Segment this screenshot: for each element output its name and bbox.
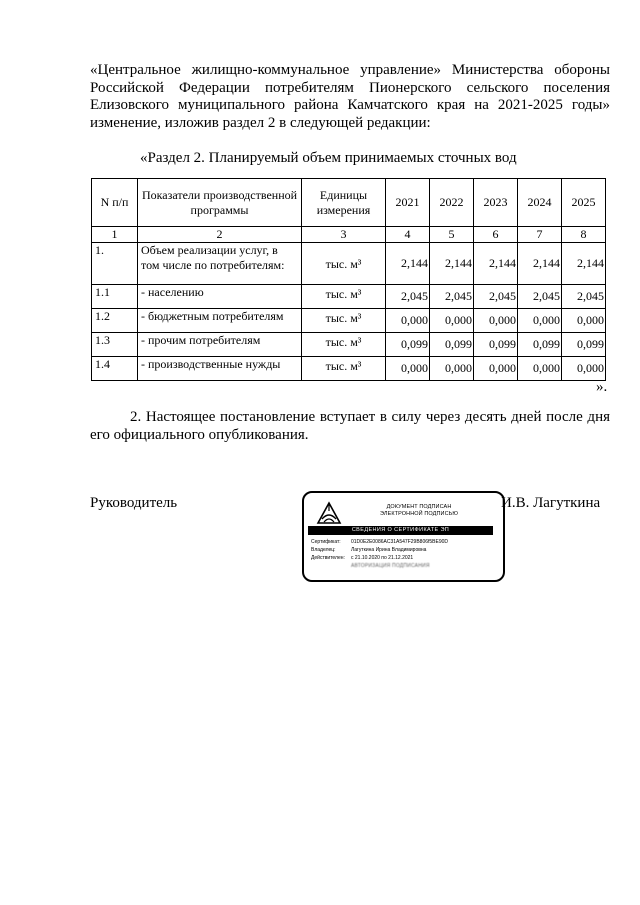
row-label: - населению — [138, 285, 302, 309]
header-cell: Показатели производственной программы — [138, 179, 302, 227]
row-unit: тыс. м³ — [302, 285, 386, 309]
intro-line: Елизовского муниципального района Камчатского края на 2021-2025 годы» — [90, 97, 610, 113]
row-label: - бюджетным потребителям — [138, 309, 302, 333]
value-2024: 0,099 — [518, 333, 562, 357]
stamp-row-key: Действителен: — [311, 555, 345, 561]
header-cell: N п/п — [92, 179, 138, 227]
intro-paragraph — [90, 62, 610, 132]
value-2022: 2,045 — [430, 285, 474, 309]
effective-date-paragraph — [90, 408, 610, 444]
table-row — [92, 333, 606, 357]
stamp-certificate-bar: СВЕДЕНИЯ О СЕРТИФИКАТЕ ЭП — [308, 526, 493, 535]
paragraph-line: его официального опубликования. — [90, 427, 309, 443]
stamp-header-line: ЭЛЕКТРОННОЙ ПОДПИСЬЮ — [379, 511, 459, 517]
value-2021: 0,000 — [386, 309, 430, 333]
value-2023: 2,144 — [474, 243, 518, 285]
stamp-row-value: с 21.10.2020 по 21.12.2021 — [351, 555, 414, 561]
table-row — [92, 285, 606, 309]
table-row — [92, 357, 606, 381]
stamp-validity-row — [311, 555, 413, 561]
row-unit: тыс. м³ — [302, 333, 386, 357]
row-unit: тыс. м³ — [302, 357, 386, 381]
row-unit: тыс. м³ — [302, 243, 386, 285]
intro-line: изменение, изложив раздел 2 в следующей редакции: — [90, 114, 431, 131]
value-2025: 0,099 — [562, 333, 606, 357]
column-number-cell: 2 — [138, 227, 302, 243]
table-row — [92, 309, 606, 333]
value-2022: 0,099 — [430, 333, 474, 357]
column-number-cell: 7 — [518, 227, 562, 243]
value-2023: 0,000 — [474, 357, 518, 381]
paragraph-line: 2. Настоящее постановление вступает в силу через десять дней после дня — [130, 409, 610, 425]
column-number-cell: 4 — [386, 227, 430, 243]
column-number-cell: 5 — [430, 227, 474, 243]
signer-name: И.В. Лагуткина — [501, 495, 601, 511]
intro-line: Российской Федерации потребителям Пионерского сельского поселения — [90, 79, 610, 96]
value-2025: 2,045 — [562, 285, 606, 309]
value-2022: 2,144 — [430, 243, 474, 285]
wastewater-volume-table — [91, 178, 606, 381]
row-label: Объем реализации услуг, в том числе по потребителям: — [138, 243, 302, 285]
row-number: 1.4 — [92, 357, 138, 381]
column-number-cell: 1 — [92, 227, 138, 243]
value-2025: 0,000 — [562, 309, 606, 333]
stamp-row-value: 01D0E2E0086AC31A547F29B806f5BE90D — [351, 539, 449, 545]
row-number: 1.3 — [92, 333, 138, 357]
value-2023: 2,045 — [474, 285, 518, 309]
value-2024: 0,000 — [518, 309, 562, 333]
signer-title: Руководитель — [90, 495, 178, 511]
column-number-cell: 3 — [302, 227, 386, 243]
intro-line: «Центральное жилищно-коммунальное управление» Министерства обороны — [90, 62, 610, 78]
value-2025: 2,144 — [562, 243, 606, 285]
row-number: 1.1 — [92, 285, 138, 309]
electronic-signature-stamp — [302, 491, 505, 582]
stamp-row-value: Лагуткина Ирина Владимировна — [351, 547, 427, 553]
stamp-row-key: Сертификат: — [311, 539, 341, 545]
table-row — [92, 243, 606, 285]
header-cell: 2022 — [430, 179, 474, 227]
column-number-row — [92, 227, 606, 243]
stamp-header-line: ДОКУМЕНТ ПОДПИСАН — [386, 504, 452, 510]
value-2022: 0,000 — [430, 357, 474, 381]
value-2023: 0,099 — [474, 333, 518, 357]
stamp-certificate-row — [311, 539, 448, 545]
row-number: 1. — [92, 243, 138, 285]
emblem-icon — [316, 499, 342, 525]
value-2021: 2,045 — [386, 285, 430, 309]
column-number-cell: 8 — [562, 227, 606, 243]
value-2024: 0,000 — [518, 357, 562, 381]
header-cell: Единицы измерения — [302, 179, 386, 227]
header-cell: 2024 — [518, 179, 562, 227]
header-cell: 2023 — [474, 179, 518, 227]
closing-quote-mark: ». — [596, 379, 608, 395]
value-2021: 0,000 — [386, 357, 430, 381]
table-header-row — [92, 179, 606, 227]
section-title: «Раздел 2. Планируемый объем принимаемых сточных вод — [140, 150, 517, 166]
value-2024: 2,144 — [518, 243, 562, 285]
row-label: - прочим потребителям — [138, 333, 302, 357]
stamp-header — [349, 504, 489, 518]
header-cell: 2025 — [562, 179, 606, 227]
value-2024: 2,045 — [518, 285, 562, 309]
row-label: - производственные нужды — [138, 357, 302, 381]
stamp-owner-row — [311, 547, 426, 553]
row-number: 1.2 — [92, 309, 138, 333]
header-cell: 2021 — [386, 179, 430, 227]
column-number-cell: 6 — [474, 227, 518, 243]
value-2021: 2,144 — [386, 243, 430, 285]
value-2021: 0,099 — [386, 333, 430, 357]
row-unit: тыс. м³ — [302, 309, 386, 333]
value-2023: 0,000 — [474, 309, 518, 333]
stamp-row-key: Владелец: — [311, 547, 336, 553]
value-2025: 0,000 — [562, 357, 606, 381]
stamp-extra-line: АВТОРИЗАЦИЯ ПОДПИСАНИЯ — [351, 563, 430, 569]
value-2022: 0,000 — [430, 309, 474, 333]
